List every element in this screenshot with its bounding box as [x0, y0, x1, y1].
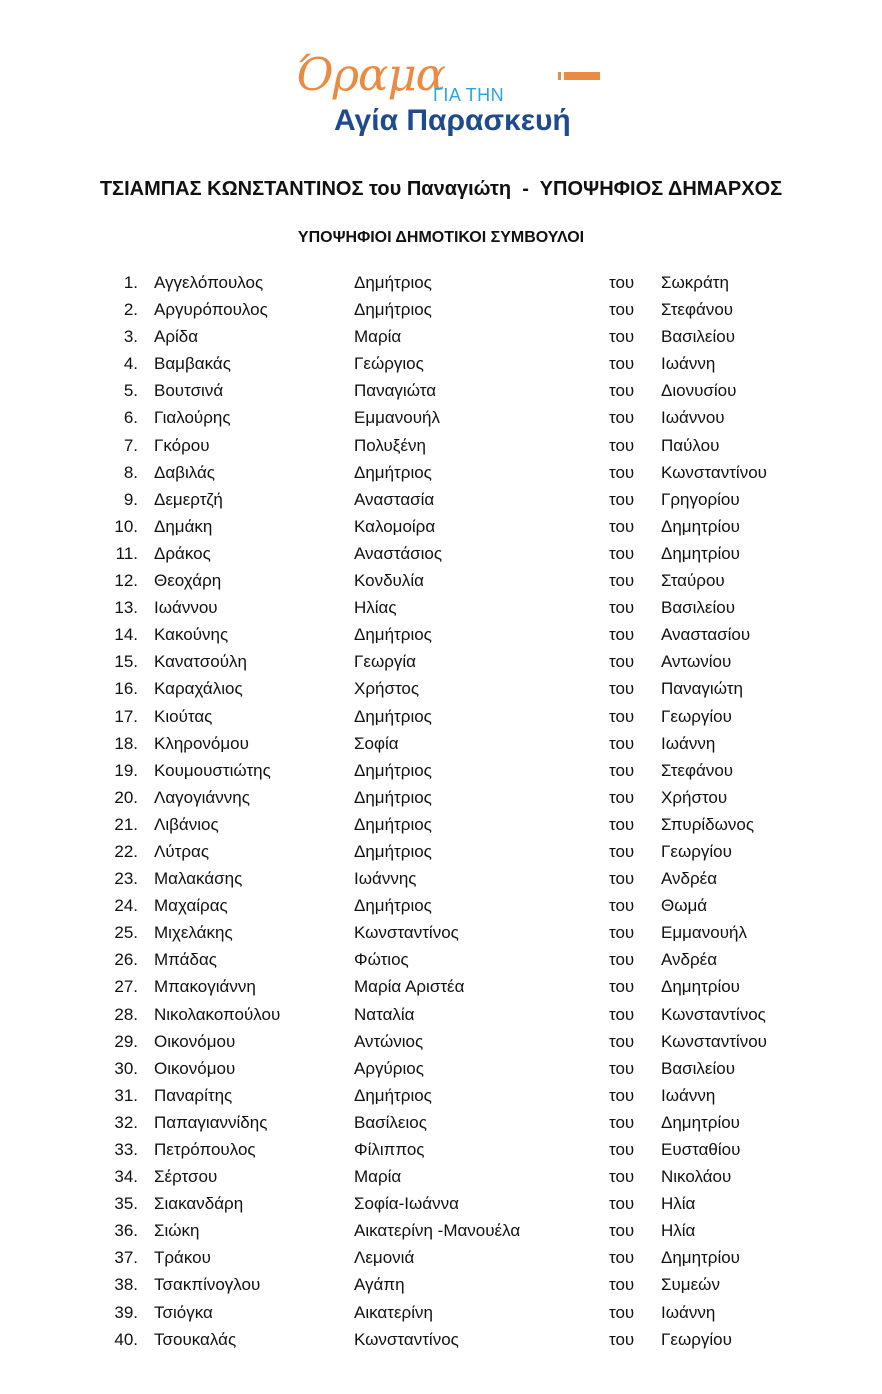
- candidate-surname: Παπαγιαννίδης: [154, 1112, 268, 1132]
- candidate-surname: Αρίδα: [154, 327, 199, 347]
- patronymic-preposition: του: [609, 300, 635, 320]
- candidate-father-name: Δημητρίου: [661, 977, 740, 997]
- item-number: 15.: [114, 652, 138, 672]
- candidate-father-name: Παναγιώτη: [661, 679, 743, 699]
- candidate-surname: Κανατσούλη: [154, 652, 247, 672]
- list-item: [0, 1326, 882, 1353]
- candidate-father-name: Γεωργίου: [661, 706, 732, 726]
- candidate-father-name: Χρήστου: [661, 787, 728, 807]
- candidate-surname: Τσιόγκα: [154, 1302, 213, 1322]
- list-item: [0, 892, 882, 919]
- candidate-father-name: Αντωνίου: [661, 652, 732, 672]
- candidate-first-name: Γεώργιος: [354, 354, 424, 374]
- patronymic-preposition: του: [609, 869, 635, 889]
- item-number: 38.: [114, 1275, 138, 1295]
- item-number: 27.: [114, 977, 138, 997]
- patronymic-preposition: του: [609, 598, 635, 618]
- candidate-surname: Γιαλούρης: [154, 408, 231, 428]
- patronymic-preposition: του: [609, 1004, 635, 1024]
- candidate-father-name: Διονυσίου: [661, 381, 737, 401]
- candidate-surname: Ιωάννου: [154, 598, 218, 618]
- candidate-surname: Βουτσινά: [154, 381, 224, 401]
- candidate-father-name: Γρηγορίου: [661, 489, 740, 509]
- candidate-father-name: Ανδρέα: [661, 869, 718, 889]
- list-item: [0, 432, 882, 459]
- candidate-first-name: Δημήτριος: [354, 273, 432, 292]
- candidate-surname: Σιακανδάρη: [154, 1194, 244, 1214]
- candidate-surname: Πετρόπουλος: [154, 1140, 256, 1159]
- candidate-father-name: Δημητρίου: [661, 543, 740, 563]
- item-number: 6.: [123, 408, 138, 428]
- list-item: [0, 296, 882, 323]
- list-item: [0, 269, 882, 296]
- candidate-father-name: Σωκράτη: [661, 273, 729, 292]
- list-item: [0, 1299, 882, 1326]
- candidate-surname: Θεοχάρη: [154, 571, 222, 591]
- candidate-first-name: Δημήτριος: [354, 760, 432, 780]
- patronymic-preposition: του: [609, 543, 635, 563]
- candidate-surname: Μπακογιάννη: [154, 977, 256, 997]
- candidate-father-name: Ιωάννη: [661, 354, 716, 374]
- item-number: 12.: [114, 571, 138, 591]
- candidate-surname: Βαμβακάς: [154, 354, 231, 374]
- patronymic-preposition: του: [609, 896, 635, 916]
- list-item: [0, 513, 882, 540]
- candidate-first-name: Βασίλειος: [354, 1112, 427, 1132]
- patronymic-preposition: του: [609, 1112, 635, 1132]
- candidate-first-name: Καλομοίρα: [354, 516, 436, 536]
- patronymic-preposition: του: [609, 571, 635, 591]
- candidate-first-name: Αργύριος: [354, 1058, 424, 1078]
- patronymic-preposition: του: [609, 1302, 635, 1322]
- list-item: [0, 1136, 882, 1163]
- candidate-surname: Δεμερτζή: [154, 489, 223, 509]
- candidate-first-name: Κωνσταντίνος: [354, 923, 459, 943]
- council-candidates-subheading: ΥΠΟΨΗΦΙΟΙ ΔΗΜΟΤΙΚΟΙ ΣΥΜΒΟΥΛΟΙ: [297, 229, 585, 246]
- list-item: [0, 1082, 882, 1109]
- list-item: [0, 486, 882, 513]
- candidate-first-name: Εμμανουήλ: [354, 408, 440, 428]
- candidate-first-name: Δημήτριος: [354, 1085, 432, 1105]
- patronymic-preposition: του: [609, 787, 635, 807]
- item-number: 23.: [114, 869, 138, 889]
- candidate-surname: Σιώκη: [154, 1221, 200, 1241]
- candidate-first-name: Δημήτριος: [354, 706, 432, 726]
- list-item: [0, 675, 882, 702]
- item-number: 34.: [114, 1167, 138, 1187]
- list-item: [0, 594, 882, 621]
- candidate-first-name: Αναστάσιος: [354, 543, 443, 563]
- patronymic-preposition: του: [609, 1329, 635, 1349]
- candidate-list: [0, 269, 882, 1353]
- patronymic-preposition: του: [609, 1085, 635, 1105]
- candidate-father-name: Βασιλείου: [661, 327, 736, 347]
- candidate-surname: Δράκος: [154, 543, 211, 563]
- candidate-father-name: Ηλία: [661, 1194, 696, 1214]
- item-number: 40.: [114, 1329, 138, 1349]
- candidate-father-name: Κωνσταντίνου: [661, 462, 767, 482]
- candidate-father-name: Κωνσταντίνου: [661, 1031, 767, 1051]
- candidate-surname: Λαγογιάννης: [154, 787, 250, 807]
- candidate-surname: Κακούνης: [154, 625, 229, 645]
- item-number: 17.: [114, 706, 138, 726]
- list-item: [0, 1190, 882, 1217]
- candidate-father-name: Δημητρίου: [661, 516, 740, 536]
- candidate-surname: Κουμουστιώτης: [154, 760, 271, 780]
- candidate-father-name: Παύλου: [661, 435, 720, 455]
- list-item: [0, 946, 882, 973]
- patronymic-preposition: του: [609, 327, 635, 347]
- logo-main-text: Αγία Παρασκευή: [334, 104, 571, 137]
- list-item: [0, 350, 882, 377]
- patronymic-preposition: του: [609, 706, 635, 726]
- list-item: [0, 1109, 882, 1136]
- candidate-father-name: Γεωργίου: [661, 841, 732, 861]
- patronymic-preposition: του: [609, 489, 635, 509]
- item-number: 22.: [114, 841, 138, 861]
- candidate-father-name: Σπυρίδωνος: [661, 814, 755, 834]
- candidate-surname: Οικονόμου: [154, 1058, 236, 1078]
- patronymic-preposition: του: [609, 1248, 635, 1268]
- item-number: 33.: [114, 1140, 138, 1159]
- candidate-first-name: Ναταλία: [354, 1004, 415, 1024]
- candidate-surname: Αργυρόπουλος: [154, 300, 268, 320]
- candidate-first-name: Μαρία: [354, 327, 402, 347]
- item-number: 11.: [115, 543, 138, 563]
- patronymic-preposition: του: [609, 516, 635, 536]
- patronymic-preposition: του: [609, 814, 635, 834]
- list-item: [0, 1001, 882, 1028]
- candidate-surname: Μαλακάσης: [154, 869, 243, 889]
- list-item: [0, 648, 882, 675]
- list-item: [0, 404, 882, 431]
- candidate-first-name: Δημήτριος: [354, 462, 432, 482]
- item-number: 20.: [114, 787, 138, 807]
- candidate-father-name: Εμμανουήλ: [661, 923, 747, 943]
- item-number: 32.: [114, 1112, 138, 1132]
- candidate-first-name: Κωνσταντίνος: [354, 1329, 459, 1349]
- list-item: [0, 865, 882, 892]
- item-number: 4.: [123, 354, 138, 374]
- list-item: [0, 1055, 882, 1082]
- patronymic-preposition: του: [609, 1275, 635, 1295]
- list-item: [0, 919, 882, 946]
- item-number: 10.: [114, 516, 138, 536]
- candidate-surname: Λύτρας: [154, 841, 210, 861]
- patronymic-preposition: του: [609, 923, 635, 943]
- item-number: 30.: [114, 1058, 138, 1078]
- item-number: 8.: [123, 462, 138, 482]
- patronymic-preposition: του: [609, 1221, 635, 1241]
- candidate-surname: Δαβιλάς: [154, 462, 216, 482]
- item-number: 5.: [123, 381, 138, 401]
- patronymic-preposition: του: [609, 408, 635, 428]
- candidate-first-name: Δημήτριος: [354, 300, 432, 320]
- patronymic-preposition: του: [609, 950, 635, 970]
- campaign-logo: [296, 48, 606, 147]
- candidate-father-name: Συμεών: [661, 1275, 720, 1295]
- candidate-surname: Τσουκαλάς: [154, 1329, 237, 1349]
- logo-script-text: Όραμα: [296, 48, 446, 101]
- item-number: 7.: [123, 435, 138, 455]
- patronymic-preposition: του: [609, 977, 635, 997]
- candidate-first-name: Χρήστος: [354, 679, 420, 699]
- item-number: 37.: [114, 1248, 138, 1268]
- candidate-first-name: Αικατερίνη: [354, 1302, 433, 1322]
- logo-small-text: ΓΙΑ ΤΗΝ: [433, 85, 505, 105]
- candidate-surname: Μαχαίρας: [154, 896, 228, 916]
- candidate-first-name: Δημήτριος: [354, 787, 432, 807]
- list-item: [0, 540, 882, 567]
- list-item: [0, 973, 882, 1000]
- candidate-first-name: Γεωργία: [354, 652, 416, 672]
- candidate-father-name: Ανδρέα: [661, 950, 718, 970]
- item-number: 21.: [114, 814, 138, 834]
- candidate-father-name: Ηλία: [661, 1221, 696, 1241]
- item-number: 1.: [123, 273, 138, 292]
- item-number: 28.: [114, 1004, 138, 1024]
- candidate-father-name: Ιωάννη: [661, 733, 716, 753]
- list-item: [0, 1028, 882, 1055]
- patronymic-preposition: του: [609, 1194, 635, 1214]
- candidate-first-name: Σοφία: [354, 733, 399, 753]
- item-number: 31.: [114, 1085, 138, 1105]
- candidate-father-name: Κωνσταντίνος: [661, 1004, 766, 1024]
- list-item: [0, 784, 882, 811]
- candidate-first-name: Ηλίας: [354, 598, 397, 618]
- list-item: [0, 1271, 882, 1298]
- patronymic-preposition: του: [609, 273, 635, 292]
- candidate-first-name: Ιωάννης: [354, 869, 417, 889]
- candidate-father-name: Βασιλείου: [661, 598, 736, 618]
- item-number: 39.: [114, 1302, 138, 1322]
- logo-accent-bar: [564, 72, 600, 80]
- candidate-father-name: Βασιλείου: [661, 1058, 736, 1078]
- candidate-first-name: Κονδυλία: [354, 571, 424, 591]
- list-item: [0, 459, 882, 486]
- candidate-surname: Μπάδας: [154, 950, 217, 970]
- list-item: [0, 621, 882, 648]
- patronymic-preposition: του: [609, 1167, 635, 1187]
- candidate-first-name: Δημήτριος: [354, 896, 432, 916]
- candidate-surname: Κιούτας: [154, 706, 213, 726]
- list-item: [0, 730, 882, 757]
- candidate-first-name: Σοφία-Ιωάννα: [354, 1194, 459, 1214]
- candidate-first-name: Πολυξένη: [354, 435, 426, 455]
- item-number: 36.: [114, 1221, 138, 1241]
- item-number: 19.: [114, 760, 138, 780]
- candidate-father-name: Γεωργίου: [661, 1329, 732, 1349]
- item-number: 25.: [114, 923, 138, 943]
- item-number: 24.: [114, 896, 138, 916]
- item-number: 2.: [123, 300, 138, 320]
- candidate-first-name: Αναστασία: [354, 489, 435, 509]
- candidate-first-name: Δημήτριος: [354, 625, 432, 645]
- candidate-father-name: Αναστασίου: [661, 625, 751, 645]
- candidate-first-name: Αντώνιος: [354, 1031, 424, 1051]
- candidate-surname: Λιβάνιος: [154, 814, 219, 834]
- list-item: [0, 757, 882, 784]
- patronymic-preposition: του: [609, 354, 635, 374]
- patronymic-preposition: του: [609, 733, 635, 753]
- patronymic-preposition: του: [609, 625, 635, 645]
- patronymic-preposition: του: [609, 841, 635, 861]
- candidate-surname: Αγγελόπουλος: [154, 273, 264, 292]
- patronymic-preposition: του: [609, 1031, 635, 1051]
- list-item: [0, 377, 882, 404]
- candidate-father-name: Ιωάννη: [661, 1302, 716, 1322]
- candidate-first-name: Μαρία Αριστέα: [354, 977, 465, 997]
- candidate-first-name: Δημήτριος: [354, 814, 432, 834]
- candidate-father-name: Δημητρίου: [661, 1248, 740, 1268]
- candidate-surname: Δημάκη: [154, 516, 213, 536]
- patronymic-preposition: του: [609, 1140, 635, 1159]
- patronymic-preposition: του: [609, 760, 635, 780]
- candidate-surname: Μιχελάκης: [154, 923, 233, 943]
- list-item: [0, 567, 882, 594]
- candidate-father-name: Σταύρου: [661, 571, 725, 591]
- item-number: 29.: [114, 1031, 138, 1051]
- item-number: 14.: [114, 625, 138, 645]
- candidate-father-name: Ιωάννη: [661, 1085, 716, 1105]
- list-item: [0, 1244, 882, 1271]
- candidate-father-name: Ευσταθίου: [661, 1140, 741, 1159]
- candidate-first-name: Αικατερίνη -Μανουέλα: [354, 1221, 521, 1241]
- patronymic-preposition: του: [609, 1058, 635, 1078]
- candidate-surname: Τσακπίνογλου: [154, 1275, 261, 1295]
- item-number: 3.: [123, 327, 138, 347]
- candidate-surname: Νικολακοπούλου: [154, 1004, 281, 1024]
- item-number: 16.: [114, 679, 138, 699]
- patronymic-preposition: του: [609, 652, 635, 672]
- candidate-surname: Γκόρου: [154, 435, 210, 455]
- list-item: [0, 703, 882, 730]
- candidate-surname: Σέρτσου: [154, 1167, 218, 1187]
- item-number: 26.: [114, 950, 138, 970]
- candidate-first-name: Φώτιος: [354, 950, 409, 970]
- item-number: 18.: [114, 733, 138, 753]
- candidate-surname: Τράκου: [154, 1248, 211, 1268]
- patronymic-preposition: του: [609, 679, 635, 699]
- candidate-surname: Παναρίτης: [154, 1085, 233, 1105]
- candidate-father-name: Νικολάου: [661, 1167, 732, 1187]
- candidate-surname: Κληρονόμου: [154, 733, 249, 753]
- list-item: [0, 838, 882, 865]
- patronymic-preposition: του: [609, 435, 635, 455]
- candidate-father-name: Στεφάνου: [661, 300, 734, 320]
- candidate-first-name: Αγάπη: [354, 1275, 405, 1295]
- candidate-first-name: Παναγιώτα: [354, 381, 437, 401]
- item-number: 9.: [123, 489, 138, 509]
- candidate-father-name: Θωμά: [661, 896, 708, 916]
- candidate-first-name: Λεμονιά: [354, 1248, 415, 1268]
- patronymic-preposition: του: [609, 462, 635, 482]
- candidate-father-name: Δημητρίου: [661, 1112, 740, 1132]
- candidate-surname: Καραχάλιος: [154, 679, 243, 699]
- list-item: [0, 1217, 882, 1244]
- item-number: 13.: [114, 598, 138, 618]
- mayor-candidate-heading: ΤΣΙΑΜΠΑΣ ΚΩΝΣΤΑΝΤΙΝΟΣ του Παναγιώτη - ΥΠΟΨΗΦΙΟΣ ΔΗΜΑΡΧΟΣ: [99, 178, 783, 200]
- candidate-first-name: Μαρία: [354, 1167, 402, 1187]
- candidate-father-name: Στεφάνου: [661, 760, 734, 780]
- list-item: [0, 811, 882, 838]
- candidate-first-name: Δημήτριος: [354, 841, 432, 861]
- item-number: 35.: [114, 1194, 138, 1214]
- list-item: [0, 1163, 882, 1190]
- candidate-father-name: Ιωάννου: [661, 408, 725, 428]
- list-item: [0, 323, 882, 350]
- candidate-first-name: Φίλιππος: [354, 1140, 425, 1159]
- candidate-surname: Οικονόμου: [154, 1031, 236, 1051]
- patronymic-preposition: του: [609, 381, 635, 401]
